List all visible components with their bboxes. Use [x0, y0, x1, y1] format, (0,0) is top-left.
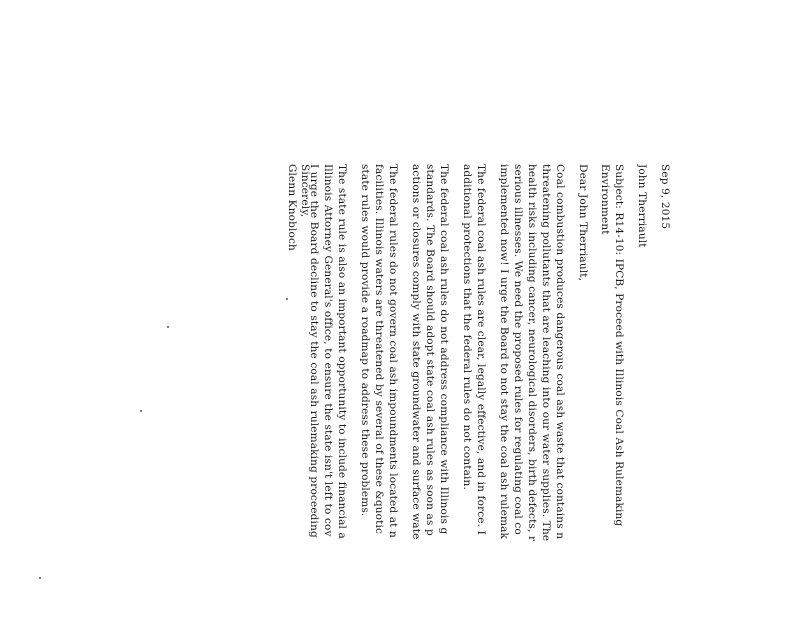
scan-speck	[39, 577, 41, 579]
paragraph-2-line: The federal coal ash rules are clear, legally effective, and in force. I	[475, 164, 487, 535]
letter-recipient: John Therriault	[636, 164, 648, 248]
letter-closing: Sincerely,	[299, 164, 311, 218]
paragraph-4-line: facilities. Illinois waters are threatened by several of these &quotic	[373, 164, 385, 535]
paragraph-4-line: The federal rules do not govern coal ash impoundments located at n	[387, 164, 399, 538]
paragraph-1-line: serious illnesses. We need the proposed rules for regulating coal co	[512, 164, 524, 535]
paragraph-5-line: The state rule is also an important opportunity to include financial a	[336, 164, 348, 539]
paragraph-2-line: additional protections that the federal rules do not contain.	[461, 164, 473, 490]
scan-speck	[286, 298, 288, 300]
paragraph-5-line: Illinois Attorney General's office, to ensure the state isn't left to cov	[322, 164, 334, 537]
paragraph-3-line: The federal coal ash rules do not address compliance with Illinois g	[438, 164, 450, 535]
paragraph-3-line: standards. The Board should adopt state coal ash rules as soon as p	[424, 164, 436, 536]
scan-speck	[140, 410, 142, 412]
paragraph-1-line: threatening pollutants that are leaching into our water supplies. The	[540, 164, 552, 542]
paragraph-4-line: state rules would provide a roadmap to address these problems.	[359, 164, 371, 517]
paragraph-1-line: implemented now! I urge the Board to not stay the coal ash rulemak	[498, 164, 510, 540]
paragraph-3-line: actions or closures comply with state groundwater and surface wate	[410, 164, 422, 540]
letter-subject: Subject: R14-10: IPCB, Proceed with Illinois Coal Ash Rulemaking	[613, 164, 625, 527]
letter-date: Sep 9, 2015	[659, 164, 671, 230]
letter-salutation: Dear John Therriault,	[577, 164, 589, 282]
paragraph-1-line: Coal combustion produces dangerous coal ash waste that contains n	[554, 164, 566, 540]
paragraph-1-line: health risks including cancer, neurological disorders, birth defects, r	[526, 164, 538, 542]
letter-subject-continued: Environment	[599, 164, 611, 235]
paragraph-5-line: I urge the Board decline to stay the coal ash rulemaking proceeding	[308, 164, 320, 538]
letter-signature: Glenn Knobloch	[286, 164, 298, 251]
scan-speck	[167, 326, 169, 328]
